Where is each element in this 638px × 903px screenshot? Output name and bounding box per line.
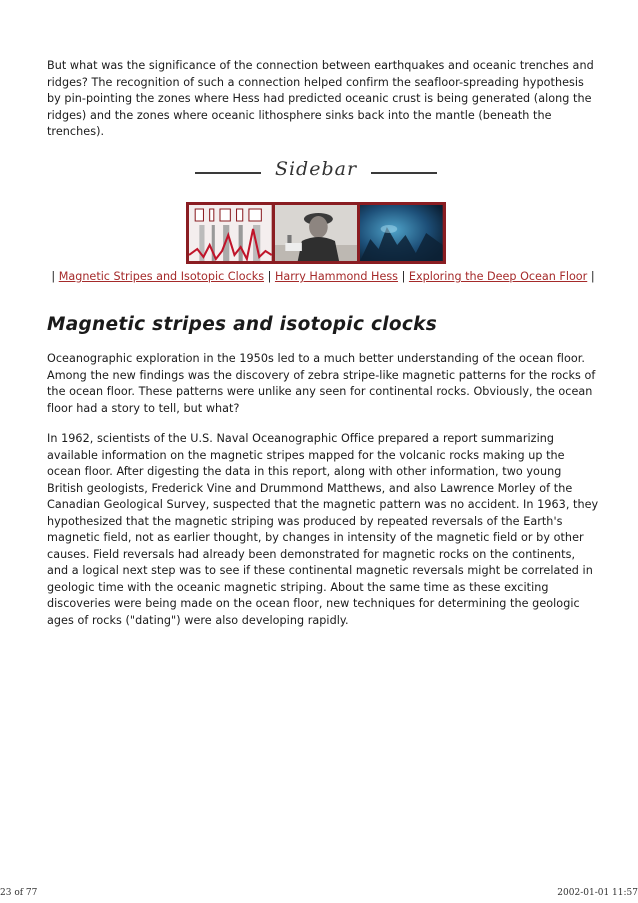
nav-separator: |	[51, 270, 56, 283]
intro-paragraph: But what was the significance of the connection between earthquakes and oceanic trenches and ridges? The recognition of such a connection helped confirm the seafloor-spreading hypothesis by pin-pointing the zones where Hess had predicted oceanic crust is being generated (along the ridges) and the zones where oceanic lithosphere sinks back into the mantle (beneath the trenches).	[47, 59, 594, 138]
nav-separator: |	[401, 270, 406, 283]
deep-ocean-thumbnail[interactable]	[360, 205, 443, 261]
nav-link-harry-hess[interactable]: Harry Hammond Hess	[274, 270, 399, 283]
sidebar-banner	[195, 160, 437, 184]
section-paragraph: In 1962, scientists of the U.S. Naval Oceanographic Office prepared a report summarizing available information on the magnetic stripes mapped for the volcanic rocks making up the ocean floor. After digesting the data in this report, along with other information, two young British geologists, Frederick Vine and Drummond Matthews, and also Lawrence Morley of the Canadian Geological Survey, suspected that the magnetic pattern was no accident. In 1963, they hypothesized that the magnetic striping was produced by repeated reversals of the Earth's magnetic field, not as earlier thought, by changes in intensity of the magnetic field or by other causes. Field reversals had already been demonstrated for magnetic rocks on the continents, and a logical next step was to see if these continental magnetic reversals might be correlated in geologic time with the oceanic magnetic striping. About the same time as these exciting discoveries were being made on the ocean floor, new techniques for determining the geologic ages of rocks ("dating") were also developing rapidly.	[47, 432, 599, 627]
footer-date: 2002-01-01 11:57	[557, 888, 638, 898]
section-heading: Magnetic stripes and isotopic clocks	[47, 314, 438, 335]
hess-portrait-thumbnail[interactable]	[275, 205, 358, 261]
sidebar-title: Sidebar	[274, 158, 358, 180]
section-paragraph: Oceanographic exploration in the 1950s led to a much better understanding of the ocean floor. Among the new findings was the discovery of zebra stripe-like magnetic patterns for the rocks of the ocean floor. These patterns were unlike any seen for continental rocks. Obviously, the ocean floor had a story to tell, but what?	[47, 352, 596, 415]
nav-separator: |	[267, 270, 272, 283]
nav-link-magnetic-stripes[interactable]: Magnetic Stripes and Isotopic Clocks	[58, 270, 265, 283]
nav-separator: |	[590, 270, 595, 283]
page-number: 23 of 77	[0, 888, 38, 898]
nav-link-deep-ocean[interactable]: Exploring the Deep Ocean Floor	[408, 270, 588, 283]
sidebar-nav	[47, 268, 599, 285]
sidebar-image-strip	[186, 202, 446, 264]
sidebar-rule-right	[371, 172, 437, 174]
magnetic-stripes-thumbnail[interactable]	[189, 205, 272, 261]
